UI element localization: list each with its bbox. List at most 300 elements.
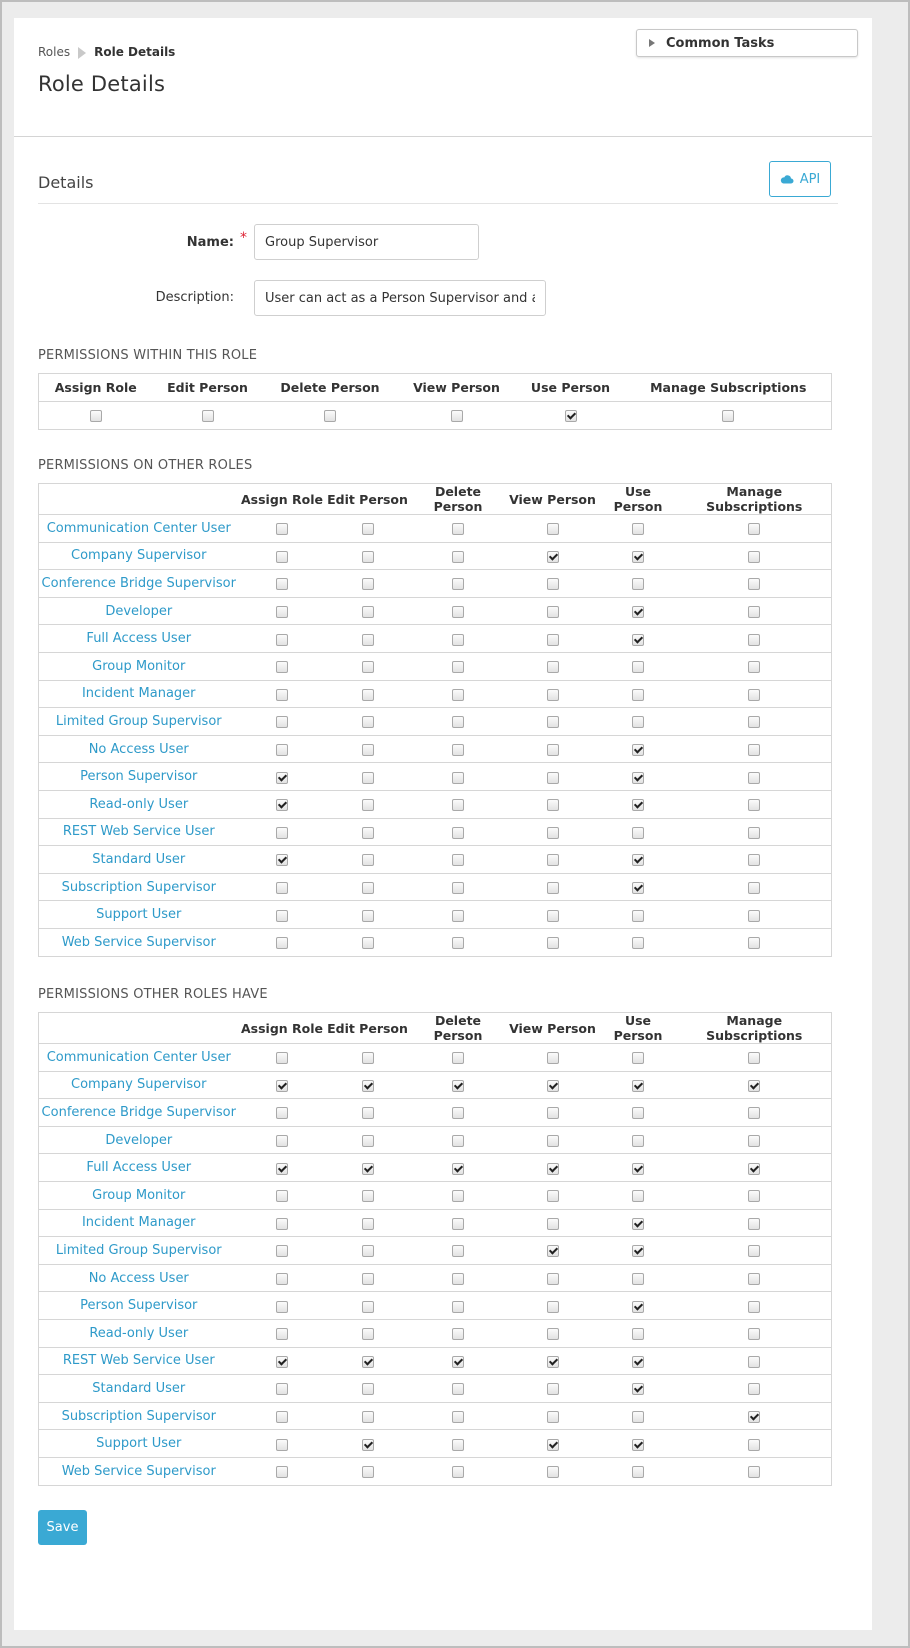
- assign-role-checkbox[interactable]: [276, 1163, 288, 1175]
- manage-subscriptions-checkbox[interactable]: [748, 799, 760, 811]
- role-link[interactable]: Read-only User: [39, 1319, 239, 1347]
- role-column-header: [39, 484, 239, 515]
- checkbox-cell: [599, 515, 678, 543]
- delete-person-checkbox[interactable]: [452, 1107, 464, 1119]
- assign-role-checkbox[interactable]: [276, 1080, 288, 1092]
- use-person-checkbox[interactable]: [632, 661, 644, 673]
- checkbox-cell: [678, 652, 832, 680]
- manage-subscriptions-checkbox[interactable]: [748, 827, 760, 839]
- checkbox-cell: [507, 542, 599, 570]
- manage-subscriptions-checkbox[interactable]: [748, 578, 760, 590]
- assign-role-checkbox[interactable]: [276, 689, 288, 701]
- use-person-checkbox[interactable]: [632, 1439, 644, 1451]
- checkbox-cell: [410, 818, 507, 846]
- use-person-checkbox[interactable]: [632, 1466, 644, 1478]
- view-person-checkbox[interactable]: [547, 1163, 559, 1175]
- edit-person-checkbox[interactable]: [362, 744, 374, 756]
- edit-person-checkbox[interactable]: [362, 1080, 374, 1092]
- manage-subscriptions-checkbox[interactable]: [748, 606, 760, 618]
- view-person-checkbox[interactable]: [547, 1107, 559, 1119]
- table-row: [39, 1209, 832, 1237]
- delete-person-checkbox[interactable]: [452, 937, 464, 949]
- table-row: [39, 570, 832, 598]
- manage-subscriptions-checkbox[interactable]: [748, 1190, 760, 1202]
- checkbox-cell: [678, 1457, 832, 1485]
- use-person-checkbox[interactable]: [632, 634, 644, 646]
- delete-person-checkbox[interactable]: [324, 410, 336, 422]
- assign-role-checkbox[interactable]: [276, 1328, 288, 1340]
- view-person-checkbox[interactable]: [451, 410, 463, 422]
- view-person-checkbox[interactable]: [547, 634, 559, 646]
- edit-person-checkbox[interactable]: [362, 772, 374, 784]
- edit-person-checkbox[interactable]: [362, 910, 374, 922]
- checkbox-cell: [410, 625, 507, 653]
- manage-subscriptions-checkbox[interactable]: [748, 744, 760, 756]
- assign-role-checkbox[interactable]: [276, 882, 288, 894]
- checkbox-cell: [678, 763, 832, 791]
- delete-person-checkbox[interactable]: [452, 1080, 464, 1092]
- role-link[interactable]: Full Access User: [39, 1154, 239, 1182]
- use-person-checkbox[interactable]: [632, 1107, 644, 1119]
- view-person-checkbox[interactable]: [547, 799, 559, 811]
- role-link[interactable]: Subscription Supervisor: [39, 873, 239, 901]
- column-header-edit-person: Edit Person: [326, 1013, 410, 1044]
- use-person-checkbox[interactable]: [632, 1356, 644, 1368]
- name-label: Name:: [186, 235, 234, 250]
- role-link[interactable]: Communication Center User: [39, 515, 239, 543]
- use-person-checkbox[interactable]: [632, 827, 644, 839]
- manage-subscriptions-checkbox[interactable]: [748, 1383, 760, 1395]
- checkbox-cell: [507, 652, 599, 680]
- assign-role-checkbox[interactable]: [276, 1466, 288, 1478]
- manage-subscriptions-checkbox[interactable]: [748, 1163, 760, 1175]
- column-header-use-person: Use Person: [516, 374, 626, 402]
- delete-person-checkbox[interactable]: [452, 1383, 464, 1395]
- edit-person-checkbox[interactable]: [362, 551, 374, 563]
- checkbox-cell: [239, 1209, 326, 1237]
- use-person-checkbox[interactable]: [632, 689, 644, 701]
- checkbox-cell: [678, 515, 832, 543]
- role-link[interactable]: Incident Manager: [39, 680, 239, 708]
- role-link[interactable]: Full Access User: [39, 625, 239, 653]
- common-tasks-toggle[interactable]: [636, 29, 858, 57]
- use-person-checkbox[interactable]: [632, 1163, 644, 1175]
- role-link[interactable]: Person Supervisor: [39, 1292, 239, 1320]
- edit-person-checkbox[interactable]: [362, 827, 374, 839]
- manage-subscriptions-checkbox[interactable]: [748, 937, 760, 949]
- manage-subscriptions-checkbox[interactable]: [748, 716, 760, 728]
- assign-role-checkbox[interactable]: [276, 1383, 288, 1395]
- manage-subscriptions-checkbox[interactable]: [748, 882, 760, 894]
- edit-person-checkbox[interactable]: [362, 1466, 374, 1478]
- checkbox-cell: [239, 1375, 326, 1403]
- save-button[interactable]: Save: [38, 1510, 87, 1545]
- edit-person-checkbox[interactable]: [362, 1163, 374, 1175]
- role-link[interactable]: Standard User: [39, 846, 239, 874]
- edit-person-checkbox[interactable]: [362, 661, 374, 673]
- role-link[interactable]: Group Monitor: [39, 1181, 239, 1209]
- delete-person-checkbox[interactable]: [452, 661, 464, 673]
- role-link[interactable]: Web Service Supervisor: [39, 928, 239, 956]
- view-person-checkbox[interactable]: [547, 1383, 559, 1395]
- edit-person-checkbox[interactable]: [362, 1135, 374, 1147]
- edit-person-checkbox[interactable]: [362, 578, 374, 590]
- checkbox-cell: [410, 1264, 507, 1292]
- checkbox-cell: [326, 1264, 410, 1292]
- checkbox-cell: [410, 1181, 507, 1209]
- use-person-checkbox[interactable]: [632, 1080, 644, 1092]
- description-input[interactable]: [254, 280, 546, 316]
- use-person-checkbox[interactable]: [632, 910, 644, 922]
- use-person-checkbox[interactable]: [632, 1135, 644, 1147]
- checkbox-cell: [263, 402, 398, 430]
- edit-person-checkbox[interactable]: [362, 1052, 374, 1064]
- manage-subscriptions-checkbox[interactable]: [748, 1301, 760, 1313]
- assign-role-checkbox[interactable]: [276, 716, 288, 728]
- use-person-checkbox[interactable]: [632, 1383, 644, 1395]
- use-person-checkbox[interactable]: [632, 1273, 644, 1285]
- breadcrumb-roles-link[interactable]: Roles: [38, 45, 71, 59]
- role-link[interactable]: Subscription Supervisor: [39, 1402, 239, 1430]
- assign-role-checkbox[interactable]: [276, 937, 288, 949]
- assign-role-checkbox[interactable]: [276, 606, 288, 618]
- delete-person-checkbox[interactable]: [452, 689, 464, 701]
- role-link[interactable]: Group Monitor: [39, 652, 239, 680]
- view-person-checkbox[interactable]: [547, 1356, 559, 1368]
- edit-person-checkbox[interactable]: [362, 1328, 374, 1340]
- delete-person-checkbox[interactable]: [452, 1245, 464, 1257]
- delete-person-checkbox[interactable]: [452, 1466, 464, 1478]
- checkbox-cell: [326, 1209, 410, 1237]
- assign-role-checkbox[interactable]: [276, 799, 288, 811]
- delete-person-checkbox[interactable]: [452, 1190, 464, 1202]
- view-person-checkbox[interactable]: [547, 827, 559, 839]
- use-person-checkbox[interactable]: [632, 1218, 644, 1230]
- edit-person-checkbox[interactable]: [362, 937, 374, 949]
- role-link[interactable]: Web Service Supervisor: [39, 1457, 239, 1485]
- role-link[interactable]: Support User: [39, 901, 239, 929]
- checkbox-cell: [326, 1099, 410, 1127]
- role-link[interactable]: Standard User: [39, 1375, 239, 1403]
- column-header-manage-subscriptions: Manage Subscriptions: [678, 1013, 832, 1044]
- manage-subscriptions-checkbox[interactable]: [748, 1411, 760, 1423]
- view-person-checkbox[interactable]: [547, 1439, 559, 1451]
- assign-role-checkbox[interactable]: [276, 523, 288, 535]
- manage-subscriptions-checkbox[interactable]: [748, 772, 760, 784]
- delete-person-checkbox[interactable]: [452, 910, 464, 922]
- edit-person-checkbox[interactable]: [362, 854, 374, 866]
- table-row: [39, 1071, 832, 1099]
- delete-person-checkbox[interactable]: [452, 882, 464, 894]
- view-person-checkbox[interactable]: [547, 1052, 559, 1064]
- use-person-checkbox[interactable]: [632, 854, 644, 866]
- manage-subscriptions-checkbox[interactable]: [748, 1439, 760, 1451]
- checkbox-cell: [507, 515, 599, 543]
- view-person-checkbox[interactable]: [547, 716, 559, 728]
- checkbox-cell: [599, 818, 678, 846]
- delete-person-checkbox[interactable]: [452, 634, 464, 646]
- edit-person-checkbox[interactable]: [362, 634, 374, 646]
- edit-person-checkbox[interactable]: [362, 1245, 374, 1257]
- view-person-checkbox[interactable]: [547, 551, 559, 563]
- use-person-checkbox[interactable]: [632, 551, 644, 563]
- assign-role-checkbox[interactable]: [276, 827, 288, 839]
- role-link[interactable]: Conference Bridge Supervisor: [39, 1099, 239, 1127]
- checkbox-cell: [410, 1154, 507, 1182]
- delete-person-checkbox[interactable]: [452, 1163, 464, 1175]
- assign-role-checkbox[interactable]: [276, 551, 288, 563]
- role-link[interactable]: Support User: [39, 1430, 239, 1458]
- column-header-assign-role: Assign Role: [39, 374, 153, 402]
- use-person-checkbox[interactable]: [632, 744, 644, 756]
- manage-subscriptions-checkbox[interactable]: [748, 1052, 760, 1064]
- edit-person-checkbox[interactable]: [362, 1218, 374, 1230]
- edit-person-checkbox[interactable]: [362, 606, 374, 618]
- view-person-checkbox[interactable]: [547, 1190, 559, 1202]
- view-person-checkbox[interactable]: [547, 578, 559, 590]
- role-link[interactable]: Person Supervisor: [39, 763, 239, 791]
- manage-subscriptions-checkbox[interactable]: [748, 1080, 760, 1092]
- assign-role-checkbox[interactable]: [276, 854, 288, 866]
- checkbox-cell: [678, 1292, 832, 1320]
- use-person-checkbox[interactable]: [632, 1328, 644, 1340]
- use-person-checkbox[interactable]: [632, 523, 644, 535]
- use-person-checkbox[interactable]: [632, 1301, 644, 1313]
- assign-role-checkbox[interactable]: [276, 1301, 288, 1313]
- use-person-checkbox[interactable]: [565, 410, 577, 422]
- checkbox-cell: [599, 1071, 678, 1099]
- use-person-checkbox[interactable]: [632, 606, 644, 618]
- delete-person-checkbox[interactable]: [452, 523, 464, 535]
- checkbox-cell: [507, 1375, 599, 1403]
- manage-subscriptions-checkbox[interactable]: [748, 1135, 760, 1147]
- delete-person-checkbox[interactable]: [452, 1273, 464, 1285]
- assign-role-checkbox[interactable]: [276, 578, 288, 590]
- checkbox-cell: [326, 846, 410, 874]
- manage-subscriptions-checkbox[interactable]: [748, 854, 760, 866]
- manage-subscriptions-checkbox[interactable]: [748, 910, 760, 922]
- role-link[interactable]: Developer: [39, 597, 239, 625]
- checkbox-cell: [239, 818, 326, 846]
- checkbox-cell: [410, 1457, 507, 1485]
- manage-subscriptions-checkbox[interactable]: [748, 1466, 760, 1478]
- checkbox-cell: [239, 1044, 326, 1072]
- assign-role-checkbox[interactable]: [276, 910, 288, 922]
- manage-subscriptions-checkbox[interactable]: [748, 1245, 760, 1257]
- delete-person-checkbox[interactable]: [452, 1439, 464, 1451]
- checkbox-cell: [599, 570, 678, 598]
- edit-person-checkbox[interactable]: [362, 523, 374, 535]
- view-person-checkbox[interactable]: [547, 1080, 559, 1092]
- delete-person-checkbox[interactable]: [452, 1328, 464, 1340]
- delete-person-checkbox[interactable]: [452, 551, 464, 563]
- use-person-checkbox[interactable]: [632, 716, 644, 728]
- assign-role-checkbox[interactable]: [276, 661, 288, 673]
- table-row: [39, 818, 832, 846]
- edit-person-checkbox[interactable]: [362, 1439, 374, 1451]
- edit-person-checkbox[interactable]: [362, 1356, 374, 1368]
- view-person-checkbox[interactable]: [547, 1411, 559, 1423]
- role-link[interactable]: Limited Group Supervisor: [39, 1237, 239, 1265]
- delete-person-checkbox[interactable]: [452, 1135, 464, 1147]
- use-person-checkbox[interactable]: [632, 1245, 644, 1257]
- view-person-checkbox[interactable]: [547, 854, 559, 866]
- role-link[interactable]: Incident Manager: [39, 1209, 239, 1237]
- edit-person-checkbox[interactable]: [362, 1190, 374, 1202]
- role-link[interactable]: No Access User: [39, 1264, 239, 1292]
- table-row: [39, 680, 832, 708]
- checkbox-cell: [326, 1044, 410, 1072]
- edit-person-checkbox[interactable]: [362, 716, 374, 728]
- use-person-checkbox[interactable]: [632, 882, 644, 894]
- delete-person-checkbox[interactable]: [452, 1356, 464, 1368]
- assign-role-checkbox[interactable]: [276, 1356, 288, 1368]
- edit-person-checkbox[interactable]: [362, 1301, 374, 1313]
- use-person-checkbox[interactable]: [632, 1190, 644, 1202]
- checkbox-cell: [678, 928, 832, 956]
- view-person-checkbox[interactable]: [547, 937, 559, 949]
- checkbox-cell: [326, 901, 410, 929]
- manage-subscriptions-checkbox[interactable]: [748, 634, 760, 646]
- delete-person-checkbox[interactable]: [452, 744, 464, 756]
- assign-role-checkbox[interactable]: [276, 1052, 288, 1064]
- role-link[interactable]: Conference Bridge Supervisor: [39, 570, 239, 598]
- name-input[interactable]: [254, 224, 479, 260]
- table-row: [39, 542, 832, 570]
- assign-role-checkbox[interactable]: [276, 1273, 288, 1285]
- use-person-checkbox[interactable]: [632, 578, 644, 590]
- edit-person-checkbox[interactable]: [362, 1411, 374, 1423]
- delete-person-checkbox[interactable]: [452, 606, 464, 618]
- role-link[interactable]: Developer: [39, 1126, 239, 1154]
- view-person-checkbox[interactable]: [547, 1135, 559, 1147]
- use-person-checkbox[interactable]: [632, 1052, 644, 1064]
- use-person-checkbox[interactable]: [632, 937, 644, 949]
- view-person-checkbox[interactable]: [547, 523, 559, 535]
- checkbox-cell: [678, 1347, 832, 1375]
- checkbox-cell: [678, 1044, 832, 1072]
- view-person-checkbox[interactable]: [547, 1245, 559, 1257]
- edit-person-checkbox[interactable]: [362, 799, 374, 811]
- checkbox-cell: [326, 1430, 410, 1458]
- checkbox-cell: [507, 1457, 599, 1485]
- edit-person-checkbox[interactable]: [362, 1107, 374, 1119]
- checkbox-cell: [326, 570, 410, 598]
- assign-role-checkbox[interactable]: [276, 744, 288, 756]
- checkbox-cell: [599, 542, 678, 570]
- checkbox-cell: [678, 597, 832, 625]
- manage-subscriptions-checkbox[interactable]: [748, 523, 760, 535]
- checkbox-cell: [326, 928, 410, 956]
- view-person-checkbox[interactable]: [547, 1218, 559, 1230]
- assign-role-checkbox[interactable]: [276, 1411, 288, 1423]
- view-person-checkbox[interactable]: [547, 661, 559, 673]
- checkbox-cell: [326, 763, 410, 791]
- delete-person-checkbox[interactable]: [452, 1218, 464, 1230]
- checkbox-cell: [410, 1071, 507, 1099]
- view-person-checkbox[interactable]: [547, 606, 559, 618]
- edit-person-checkbox[interactable]: [362, 882, 374, 894]
- role-link[interactable]: Company Supervisor: [39, 542, 239, 570]
- checkbox-cell: [410, 1126, 507, 1154]
- manage-subscriptions-checkbox[interactable]: [748, 661, 760, 673]
- checkbox-cell: [410, 1237, 507, 1265]
- view-person-checkbox[interactable]: [547, 1273, 559, 1285]
- edit-person-checkbox[interactable]: [362, 689, 374, 701]
- delete-person-checkbox[interactable]: [452, 799, 464, 811]
- role-link[interactable]: No Access User: [39, 735, 239, 763]
- api-button[interactable]: [769, 161, 831, 197]
- delete-person-checkbox[interactable]: [452, 827, 464, 839]
- edit-person-checkbox[interactable]: [362, 1383, 374, 1395]
- view-person-checkbox[interactable]: [547, 882, 559, 894]
- view-person-checkbox[interactable]: [547, 1301, 559, 1313]
- manage-subscriptions-checkbox[interactable]: [748, 1328, 760, 1340]
- manage-subscriptions-checkbox[interactable]: [748, 1218, 760, 1230]
- view-person-checkbox[interactable]: [547, 910, 559, 922]
- assign-role-checkbox[interactable]: [276, 1439, 288, 1451]
- use-person-checkbox[interactable]: [632, 799, 644, 811]
- manage-subscriptions-checkbox[interactable]: [748, 1356, 760, 1368]
- delete-person-checkbox[interactable]: [452, 1052, 464, 1064]
- role-link[interactable]: Limited Group Supervisor: [39, 708, 239, 736]
- view-person-checkbox[interactable]: [547, 772, 559, 784]
- assign-role-checkbox[interactable]: [276, 1135, 288, 1147]
- manage-subscriptions-checkbox[interactable]: [748, 689, 760, 701]
- manage-subscriptions-checkbox[interactable]: [722, 410, 734, 422]
- view-person-checkbox[interactable]: [547, 1328, 559, 1340]
- assign-role-checkbox[interactable]: [276, 1218, 288, 1230]
- delete-person-checkbox[interactable]: [452, 578, 464, 590]
- manage-subscriptions-checkbox[interactable]: [748, 1107, 760, 1119]
- checkbox-cell: [410, 1402, 507, 1430]
- role-link[interactable]: Company Supervisor: [39, 1071, 239, 1099]
- delete-person-checkbox[interactable]: [452, 716, 464, 728]
- checkbox-cell: [599, 1457, 678, 1485]
- delete-person-checkbox[interactable]: [452, 772, 464, 784]
- checkbox-cell: [599, 1347, 678, 1375]
- use-person-checkbox[interactable]: [632, 772, 644, 784]
- manage-subscriptions-checkbox[interactable]: [748, 551, 760, 563]
- assign-role-checkbox[interactable]: [276, 1107, 288, 1119]
- view-person-checkbox[interactable]: [547, 1466, 559, 1478]
- checkbox-cell: [410, 763, 507, 791]
- role-link[interactable]: Communication Center User: [39, 1044, 239, 1072]
- edit-person-checkbox[interactable]: [362, 1273, 374, 1285]
- delete-person-checkbox[interactable]: [452, 854, 464, 866]
- assign-role-checkbox[interactable]: [276, 1190, 288, 1202]
- role-column-header: [39, 1013, 239, 1044]
- manage-subscriptions-checkbox[interactable]: [748, 1273, 760, 1285]
- assign-role-checkbox[interactable]: [276, 1245, 288, 1257]
- table-row: [39, 1264, 832, 1292]
- view-person-checkbox[interactable]: [547, 744, 559, 756]
- role-link[interactable]: REST Web Service User: [39, 1347, 239, 1375]
- edit-person-checkbox[interactable]: [202, 410, 214, 422]
- assign-role-checkbox[interactable]: [276, 634, 288, 646]
- delete-person-checkbox[interactable]: [452, 1301, 464, 1313]
- role-link[interactable]: REST Web Service User: [39, 818, 239, 846]
- use-person-checkbox[interactable]: [632, 1411, 644, 1423]
- assign-role-checkbox[interactable]: [276, 772, 288, 784]
- checkbox-cell: [599, 1099, 678, 1127]
- view-person-checkbox[interactable]: [547, 689, 559, 701]
- delete-person-checkbox[interactable]: [452, 1411, 464, 1423]
- role-link[interactable]: Read-only User: [39, 790, 239, 818]
- checkbox-cell: [599, 1430, 678, 1458]
- common-tasks-label: Common Tasks: [666, 35, 775, 51]
- assign-role-checkbox[interactable]: [90, 410, 102, 422]
